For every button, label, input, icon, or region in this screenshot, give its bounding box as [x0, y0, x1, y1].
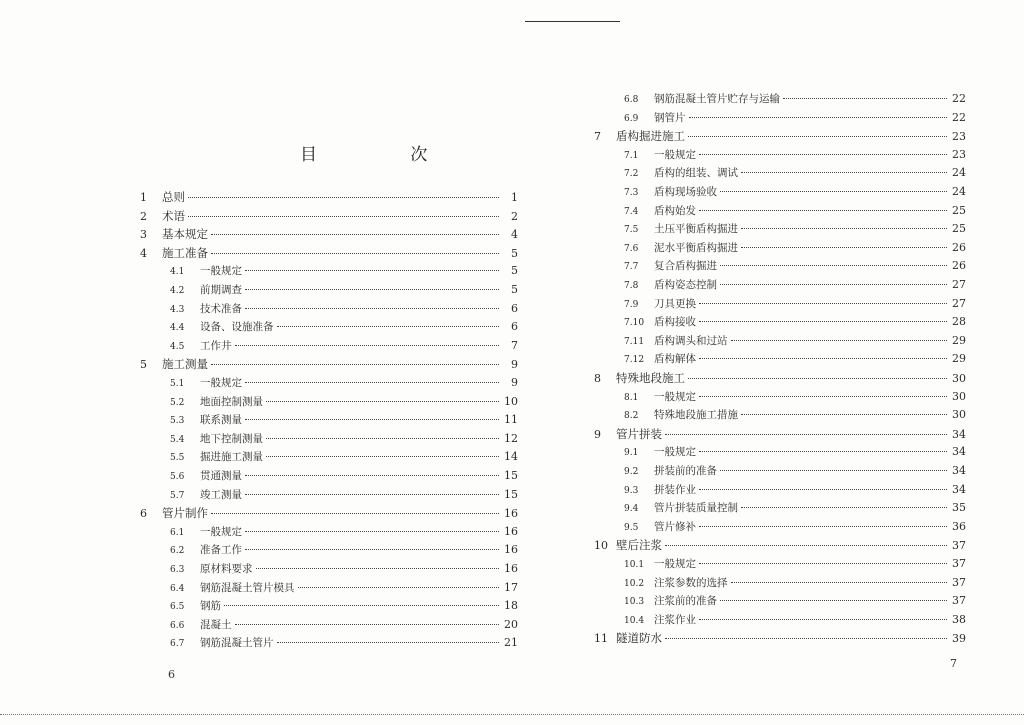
toc-entry-page: 7 — [511, 338, 518, 352]
toc-entry-page: 21 — [504, 636, 518, 650]
toc-entry-page: 6 — [511, 320, 518, 334]
toc-entry — [624, 148, 966, 162]
toc-entry-page: 37 — [952, 594, 966, 608]
toc-entry-title: 盾构姿态控制 — [654, 279, 717, 291]
toc-entry-title: 原材料要求 — [200, 563, 253, 575]
toc-entry-title: 盾构接收 — [654, 316, 696, 329]
toc-entry — [170, 320, 518, 334]
toc-entry — [624, 222, 966, 236]
toc-entry-number: 7.11 — [624, 336, 645, 347]
toc-entry — [624, 445, 966, 459]
toc-entry — [170, 450, 518, 464]
toc-entry-page: 12 — [504, 431, 518, 445]
toc-entry-page: 5 — [511, 283, 518, 296]
toc-entry-title: 特殊地段施工措施 — [654, 409, 738, 422]
toc-entry-page: 37 — [952, 575, 966, 589]
toc-entry-title: 贯通测量 — [200, 470, 242, 482]
toc-entry — [170, 562, 518, 576]
toc-entry — [140, 357, 518, 371]
toc-entry-number: 7.12 — [624, 355, 645, 366]
toc-entry — [170, 339, 518, 353]
toc-entry-number: 4 — [140, 246, 147, 260]
dot-leader — [688, 377, 947, 379]
toc-entry-page: 16 — [504, 507, 518, 521]
dot-leader — [277, 641, 500, 643]
dot-leader — [188, 196, 499, 198]
toc-entry-page: 24 — [952, 185, 966, 198]
toc-entry-title: 盾构的组装、调试 — [654, 167, 738, 180]
toc-entry-number: 2 — [140, 209, 147, 223]
toc-entry-title: 一般规定 — [200, 525, 242, 538]
toc-entry — [170, 264, 518, 278]
toc-entry-title: 拼装前的准备 — [654, 465, 717, 477]
toc-entry-title: 钢筋 — [200, 600, 221, 613]
toc-entry-number: 5 — [140, 358, 147, 372]
dot-leader — [699, 488, 947, 490]
toc-entry-number: 7 — [594, 130, 601, 144]
toc-entry-page: 2 — [511, 209, 518, 223]
toc-entry-title: 一般规定 — [654, 390, 696, 403]
toc-entry — [140, 506, 518, 520]
toc-entry-page: 1 — [511, 191, 518, 204]
toc-entry — [170, 302, 518, 316]
dot-leader — [699, 525, 947, 527]
toc-entry-page: 29 — [952, 333, 966, 347]
dot-leader — [665, 637, 947, 639]
toc-entry-page: 23 — [952, 130, 966, 144]
toc-entry-number: 7.9 — [624, 299, 639, 310]
dot-leader — [699, 320, 947, 322]
toc-entry — [170, 395, 518, 409]
toc-entry-title: 施工测量 — [162, 357, 208, 372]
dot-leader — [245, 493, 499, 495]
dot-leader — [245, 269, 499, 271]
toc-entry-page: 34 — [952, 482, 966, 496]
toc-entry-page: 28 — [952, 315, 966, 329]
toc-entry-number: 10.2 — [624, 578, 645, 589]
toc-entry-page: 36 — [952, 519, 966, 533]
toc-entry-page: 15 — [504, 487, 518, 501]
dot-leader — [720, 469, 947, 471]
dot-leader — [741, 246, 947, 248]
toc-entry — [624, 166, 966, 180]
scan-artifact-line — [525, 21, 620, 22]
toc-entry-page: 29 — [952, 352, 966, 366]
toc-entry-title: 钢筋混凝土管片贮存与运输 — [654, 93, 780, 105]
dot-leader — [741, 171, 947, 173]
scan-artifact-bottom-border — [0, 714, 1024, 715]
dot-leader — [277, 325, 500, 327]
toc-entry-title: 注浆作业 — [654, 613, 696, 626]
toc-entry-number: 9.2 — [624, 467, 639, 477]
toc-entry-number: 5.4 — [170, 434, 185, 445]
toc-entry — [594, 129, 966, 143]
toc-entry-title: 管片拼装 — [616, 426, 662, 441]
toc-entry-number: 7.10 — [624, 318, 645, 329]
toc-entry-title: 刀具更换 — [654, 297, 696, 310]
toc-entry-page: 24 — [952, 166, 966, 180]
toc-entry-page: 27 — [952, 278, 966, 291]
toc-entry — [624, 111, 966, 125]
toc-entry-title: 特殊地段施工 — [616, 371, 685, 385]
toc-entry-page: 5 — [511, 264, 518, 278]
toc-entry-title: 泥水平衡盾构掘进 — [654, 241, 738, 254]
toc-entry — [624, 334, 966, 348]
toc-entry-title: 管片修补 — [654, 520, 696, 533]
dot-leader — [699, 209, 947, 211]
toc-entry — [624, 594, 966, 608]
dot-leader — [245, 381, 499, 383]
dot-leader — [699, 302, 947, 304]
toc-entry — [624, 92, 966, 106]
toc-entry — [624, 390, 966, 404]
toc-entry-number: 5.7 — [170, 490, 185, 501]
toc-entry — [624, 241, 966, 255]
dot-leader — [235, 344, 500, 346]
toc-entry — [624, 501, 966, 515]
toc-entry — [140, 209, 518, 223]
toc-entry-page: 4 — [511, 228, 518, 242]
dot-leader — [720, 283, 947, 285]
toc-entry-number: 10 — [594, 539, 608, 553]
toc-entry-page: 11 — [504, 413, 518, 427]
toc-entry-number: 6.4 — [170, 583, 185, 594]
toc-entry-number: 7.5 — [624, 225, 639, 236]
toc-entry-number: 6.8 — [624, 95, 639, 105]
toc-entry-title: 混凝土 — [200, 618, 232, 631]
dot-leader — [211, 233, 499, 235]
toc-entry-number: 7.3 — [624, 188, 639, 198]
toc-entry-number: 5.1 — [170, 379, 185, 389]
toc-entry-title: 复合盾构掘进 — [654, 260, 717, 273]
toc-entry-number: 4.2 — [170, 286, 185, 296]
toc-entry-page: 16 — [504, 543, 518, 557]
toc-entry-number: 9 — [594, 427, 601, 441]
dot-leader — [699, 618, 947, 620]
toc-entry — [594, 427, 966, 441]
dot-leader — [266, 455, 499, 457]
dot-leader — [245, 288, 499, 290]
toc-entry-page: 22 — [952, 110, 966, 124]
dot-leader — [731, 339, 948, 341]
toc-entry-title: 壁后注浆 — [616, 538, 662, 553]
toc-entry-page: 23 — [952, 147, 966, 161]
dot-leader — [256, 567, 500, 569]
dot-leader — [720, 599, 947, 601]
toc-entry-page: 16 — [504, 562, 518, 575]
toc-entry-title: 注浆前的准备 — [654, 595, 717, 608]
toc-entry-number: 5.6 — [170, 472, 185, 482]
dot-leader — [741, 413, 947, 415]
toc-entry-title: 盾构现场验收 — [654, 186, 717, 198]
toc-entry-number: 9.3 — [624, 485, 639, 496]
toc-entry-title: 竣工测量 — [200, 488, 242, 501]
toc-entry-page: 9 — [511, 376, 518, 389]
toc-entry — [170, 413, 518, 427]
toc-entry — [170, 376, 518, 390]
toc-entry-page: 17 — [504, 580, 518, 594]
toc-entry-number: 4.1 — [170, 267, 185, 278]
toc-entry-title: 注浆参数的选择 — [654, 576, 728, 589]
right-page-number: 7 — [950, 657, 957, 670]
toc-entry-title: 地面控制测量 — [200, 395, 263, 408]
toc-entry-title: 施工准备 — [162, 245, 208, 260]
toc-entry-page: 27 — [952, 296, 966, 310]
dot-leader — [266, 400, 499, 402]
toc-entry-number: 5.3 — [170, 416, 185, 427]
toc-entry — [624, 464, 966, 478]
toc-entry-number: 4.4 — [170, 323, 185, 334]
toc-entry-title: 一般规定 — [654, 148, 696, 161]
toc-entry — [624, 613, 966, 627]
toc-entry-number: 6.2 — [170, 546, 185, 557]
toc-entry-title: 前期调查 — [200, 284, 242, 296]
toc-entry-number: 10.4 — [624, 615, 645, 626]
toc-entry-page: 37 — [952, 539, 966, 553]
left-page-number: 6 — [168, 668, 175, 681]
toc-entry-number: 9.1 — [624, 448, 639, 459]
toc-entry-title: 盾构掘进施工 — [616, 129, 685, 144]
toc-entry — [170, 636, 518, 650]
toc-entry-number: 6.6 — [170, 620, 185, 631]
dot-leader — [699, 450, 947, 452]
dot-leader — [731, 581, 948, 583]
dot-leader — [245, 418, 499, 420]
toc-entry-page: 38 — [952, 612, 966, 626]
toc-entry — [624, 297, 966, 311]
toc-entry-number: 9.4 — [624, 504, 639, 515]
dot-leader — [699, 562, 947, 564]
toc-entry-title: 土压平衡盾构掘进 — [654, 223, 738, 236]
toc-entry-number: 7.4 — [624, 206, 639, 217]
dot-leader — [245, 530, 499, 532]
toc-entry — [624, 259, 966, 273]
dot-leader — [665, 433, 947, 435]
toc-entry — [624, 483, 966, 497]
toc-entry-title: 掘进施工测量 — [200, 451, 263, 464]
toc-entry-number: 11 — [594, 632, 608, 646]
toc-entry-page: 34 — [952, 427, 966, 441]
toc-entry-page: 10 — [504, 394, 518, 408]
dot-leader — [699, 153, 947, 155]
toc-title: 目 次 — [300, 145, 472, 165]
toc-entry-title: 隧道防水 — [616, 631, 662, 646]
toc-entry-number: 6.9 — [624, 113, 639, 124]
toc-entry-page: 14 — [504, 450, 518, 464]
toc-entry-number: 6 — [140, 507, 147, 521]
dot-leader — [689, 116, 948, 118]
toc-entry-title: 盾构调头和过站 — [654, 334, 728, 347]
toc-entry — [170, 525, 518, 539]
toc-entry — [624, 520, 966, 534]
toc-entry — [170, 432, 518, 446]
toc-entry — [624, 408, 966, 422]
toc-entry-number: 4.3 — [170, 304, 185, 315]
toc-entry — [140, 227, 518, 241]
toc-entry-page: 26 — [952, 240, 966, 254]
toc-entry-page: 34 — [952, 445, 966, 459]
dot-leader — [720, 190, 947, 192]
toc-entry-title: 技术准备 — [200, 302, 242, 315]
toc-entry-number: 10.1 — [624, 560, 645, 570]
dot-leader — [688, 135, 947, 137]
toc-entry-number: 8 — [594, 372, 601, 385]
toc-entry-title: 地下控制测量 — [200, 432, 263, 445]
toc-entry-number: 7.7 — [624, 262, 639, 273]
toc-entry-number: 6.1 — [170, 527, 185, 538]
toc-entry — [624, 278, 966, 292]
toc-entry-number: 8.2 — [624, 411, 639, 422]
toc-entry-page: 16 — [504, 524, 518, 538]
toc-entry-title: 盾构始发 — [654, 204, 696, 217]
toc-entry-title: 盾构解体 — [654, 353, 696, 366]
toc-entry-title: 基本规定 — [162, 227, 208, 242]
dot-leader — [235, 623, 500, 625]
toc-entry-number: 6.3 — [170, 565, 185, 575]
toc-entry-page: 34 — [952, 464, 966, 477]
toc-entry-title: 钢筋混凝土管片模具 — [200, 581, 295, 594]
toc-entry-title: 管片制作 — [162, 506, 208, 521]
toc-entry — [170, 581, 518, 595]
toc-entry-number: 4.5 — [170, 341, 185, 352]
toc-entry-number: 8.1 — [624, 392, 639, 403]
toc-entry-number: 9.5 — [624, 522, 639, 533]
toc-entry — [624, 352, 966, 366]
dot-leader — [699, 395, 947, 397]
dot-leader — [211, 512, 499, 514]
toc-entry-number: 3 — [140, 228, 147, 242]
toc-entry-page: 15 — [504, 469, 518, 482]
toc-entry — [594, 371, 966, 385]
dot-leader — [211, 363, 499, 365]
toc-entry-page: 9 — [511, 358, 518, 372]
toc-entry-number: 7.6 — [624, 243, 639, 254]
toc-entry-number: 7.2 — [624, 169, 639, 180]
toc-entry-title: 拼装作业 — [654, 483, 696, 496]
toc-entry-page: 37 — [952, 557, 966, 570]
toc-entry-page: 26 — [952, 259, 966, 273]
toc-entry-title: 钢筋混凝土管片 — [200, 637, 274, 650]
toc-entry-title: 钢管片 — [654, 111, 686, 124]
toc-entry-page: 6 — [511, 301, 518, 315]
toc-entry — [140, 246, 518, 260]
dot-leader — [224, 604, 499, 606]
toc-entry — [594, 538, 966, 552]
dot-leader — [665, 544, 947, 546]
toc-entry-page: 30 — [952, 389, 966, 403]
toc-entry — [170, 543, 518, 557]
dot-leader — [783, 97, 947, 99]
dot-leader — [245, 548, 499, 550]
toc-entry-number: 6.5 — [170, 602, 185, 613]
toc-entry-title: 术语 — [162, 208, 185, 223]
toc-entry-title: 一般规定 — [200, 377, 242, 389]
dot-leader — [211, 252, 499, 254]
dot-leader — [245, 307, 499, 309]
toc-entry-page: 18 — [504, 599, 518, 613]
dot-leader — [298, 586, 500, 588]
toc-entry-page: 25 — [952, 203, 966, 217]
toc-entry — [624, 576, 966, 590]
toc-entry-title: 一般规定 — [654, 446, 696, 459]
toc-entry-number: 7.1 — [624, 150, 639, 161]
dot-leader — [188, 215, 499, 217]
toc-entry-title: 管片拼装质量控制 — [654, 502, 738, 515]
dot-leader — [720, 264, 947, 266]
toc-entry — [624, 557, 966, 571]
toc-entry — [170, 618, 518, 632]
toc-entry-number: 1 — [140, 191, 147, 204]
dot-leader — [245, 474, 499, 476]
toc-entry-page: 30 — [952, 372, 966, 385]
toc-entry-page: 35 — [952, 501, 966, 515]
dot-leader — [266, 437, 499, 439]
dot-leader — [741, 227, 947, 229]
toc-entry-page: 5 — [511, 246, 518, 260]
toc-entry-number: 7.8 — [624, 281, 639, 291]
toc-entry-title: 一般规定 — [654, 558, 696, 570]
toc-entry-number: 10.3 — [624, 597, 645, 608]
toc-entry-title: 联系测量 — [200, 414, 242, 427]
toc-entry — [170, 488, 518, 502]
toc-entry — [624, 315, 966, 329]
toc-entry — [170, 283, 518, 297]
toc-entry-title: 准备工作 — [200, 544, 242, 557]
toc-entry-number: 5.2 — [170, 397, 185, 408]
toc-entry-title: 一般规定 — [200, 265, 242, 278]
toc-entry — [140, 190, 518, 204]
dot-leader — [741, 506, 947, 508]
toc-entry-page: 25 — [952, 222, 966, 236]
toc-entry — [170, 599, 518, 613]
toc-entry-title: 总则 — [162, 190, 185, 204]
toc-entry-number: 6.7 — [170, 639, 185, 650]
toc-entry-title: 工作井 — [200, 339, 232, 352]
toc-entry — [594, 631, 966, 645]
toc-entry — [624, 204, 966, 218]
toc-entry — [624, 185, 966, 199]
toc-entry-page: 20 — [504, 617, 518, 631]
dot-leader — [699, 357, 947, 359]
toc-entry — [170, 469, 518, 483]
toc-entry-title: 设备、设施准备 — [200, 321, 274, 334]
toc-entry-page: 39 — [952, 632, 966, 646]
toc-entry-page: 22 — [952, 92, 966, 105]
toc-entry-number: 5.5 — [170, 453, 185, 464]
toc-entry-page: 30 — [952, 408, 966, 422]
